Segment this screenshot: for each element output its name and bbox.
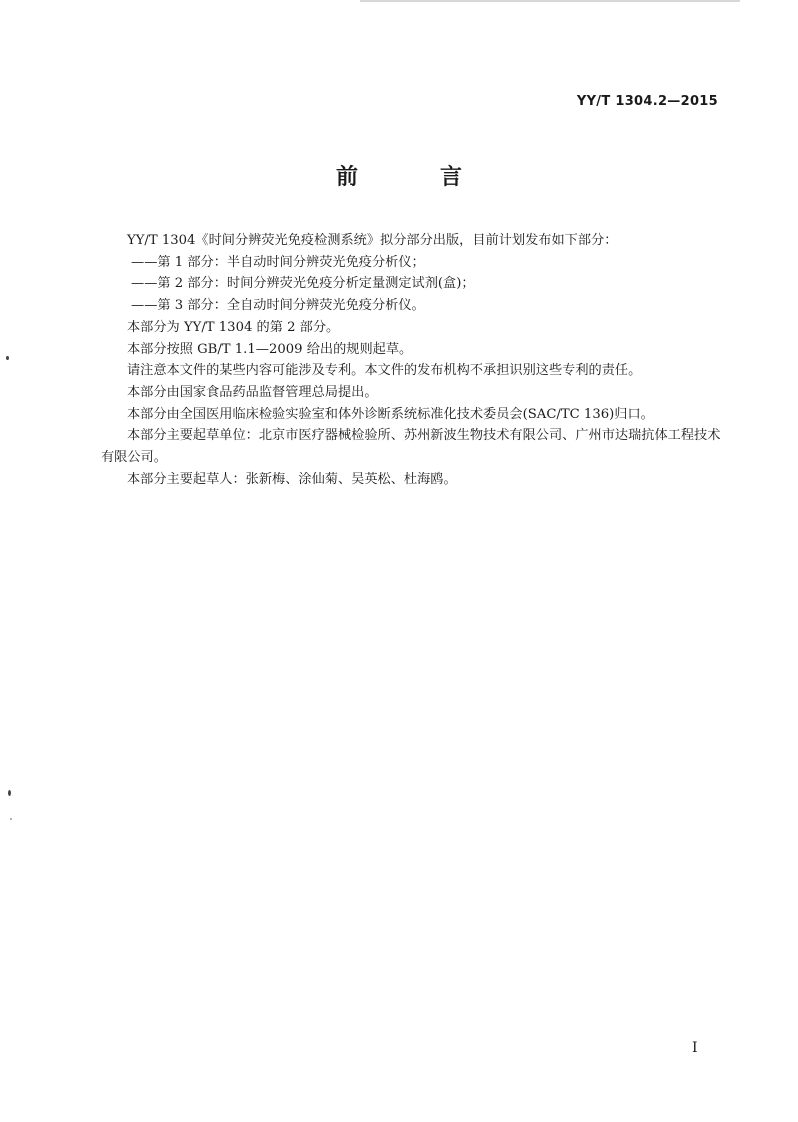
- page-number: I: [692, 1040, 698, 1056]
- scan-speck: [6, 356, 9, 360]
- list-item-part-3: ——第 3 部分：全自动时间分辨荧光免疫分析仪。: [131, 298, 425, 314]
- paragraph-drafting-rules: 本部分按照 GB/T 1.1—2009 给出的规则起草。: [127, 341, 413, 357]
- paragraph-proposer: 本部分由国家食品药品监督管理总局提出。: [127, 384, 378, 400]
- paragraph-patent-notice: 请注意本文件的某些内容可能涉及专利。本文件的发布机构不承担识别这些专利的责任。: [127, 363, 642, 379]
- list-item-part-1: ——第 1 部分：半自动时间分辨荧光免疫分析仪；: [131, 254, 425, 270]
- paragraph-administrator: 本部分由全国医用临床检验实验室和体外诊断系统标准化技术委员会(SAC/TC 136)归口。: [127, 406, 654, 422]
- paragraph-drafters: 本部分主要起草人：张新梅、涂仙菊、吴英松、杜海鸥。: [127, 471, 457, 487]
- document-code: YY/T 1304.2—2015: [576, 94, 718, 109]
- paragraph-part-statement: 本部分为 YY/T 1304 的第 2 部分。: [127, 319, 340, 335]
- paragraph-drafting-units: 本部分主要起草单位：北京市医疗器械检验所、苏州新波生物技术有限公司、广州市达瑞抗体工程技术有限公司。: [101, 428, 721, 466]
- page-title: 前 言: [335, 165, 492, 190]
- paragraph-intro: YY/T 1304《时间分辨荧光免疫检测系统》拟分部分出版，目前计划发布如下部分：: [127, 233, 618, 248]
- foreword-body: [101, 230, 726, 490]
- top-border-rule: [360, 0, 740, 2]
- list-item-part-2: ——第 2 部分：时间分辨荧光免疫分析定量测定试剂(盒)；: [131, 276, 475, 292]
- scan-speck: [8, 790, 11, 796]
- scan-speck: [10, 818, 12, 820]
